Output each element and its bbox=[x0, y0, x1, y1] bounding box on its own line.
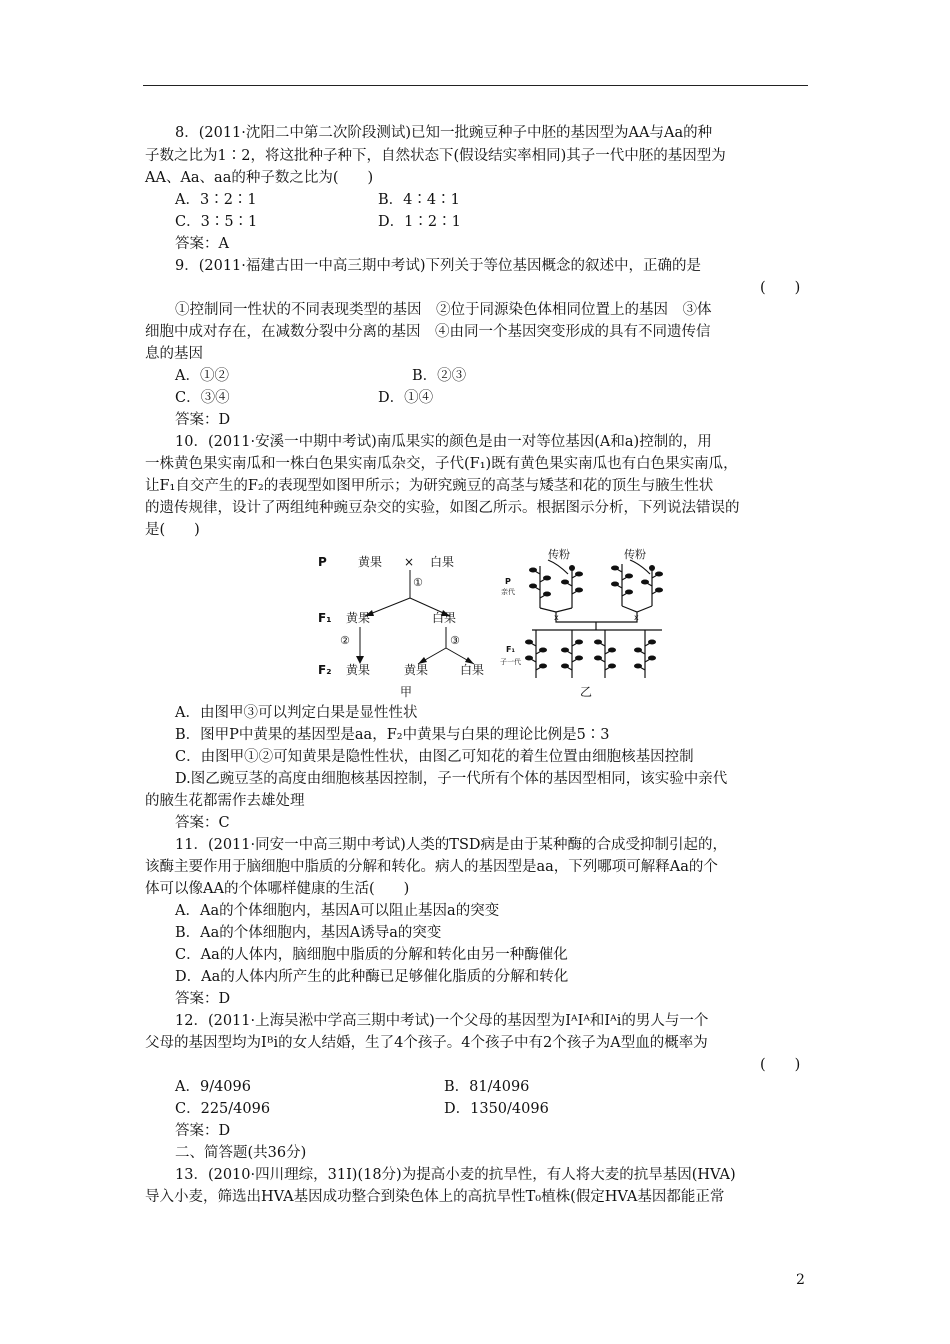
q10-figure bbox=[300, 540, 680, 700]
fig-b-child-plants bbox=[529, 638, 652, 678]
fig-a-f1-yellow: 黄果 bbox=[346, 611, 371, 625]
q12-paren: ( ) bbox=[760, 1057, 801, 1073]
fig-b-parent-leaves bbox=[529, 565, 663, 597]
q13-line2: 导入小麦，筛选出HVA基因成功整合到染色体上的高抗旱性T₀植株(假定HVA基因都能正常 bbox=[145, 1189, 725, 1205]
fig-a-f2-yellow-2: 黄果 bbox=[404, 663, 429, 677]
q9-answer: 答案：D bbox=[175, 412, 231, 428]
q10-line2: 一株黄色果实南瓜和一株白色果实南瓜杂交，子代(F₁)既有黄色果实南瓜也有白色果实南瓜， bbox=[145, 456, 738, 472]
q11-option-d: D．Aa的人体内所产生的此种酶已足够催化脂质的分解和转化 bbox=[175, 969, 569, 985]
q11-option-b: B．Aa的个体细胞内，基因A诱导a的突变 bbox=[175, 925, 442, 941]
section-heading: 二、简答题(共36分) bbox=[175, 1145, 307, 1161]
q8-option-b: B．4∶4∶1 bbox=[378, 192, 460, 208]
q8-line3: AA、Aa、aa的种子数之比为( ) bbox=[145, 170, 374, 186]
q13-line1: 13．(2010·四川理综，31Ⅰ)(18分)为提高小麦的抗旱性，有人将大麦的抗旱基因(HVA) bbox=[175, 1167, 736, 1183]
fig-a-mark-2: ② bbox=[340, 634, 350, 647]
fig-b-parent-plants bbox=[532, 560, 662, 638]
q12-option-c: C．225/4096 bbox=[175, 1101, 271, 1117]
q12-line2: 父母的基因型均为Iᴮi的女人结婚，生了4个孩子。4个孩子中有2个孩子为A型血的概率为 bbox=[145, 1035, 708, 1051]
fig-a-f2-label: F₂ bbox=[318, 663, 332, 677]
q9-line3: 细胞中成对存在，在减数分裂中分离的基因 ④由同一个基因突变形成的具有不同遗传信 bbox=[145, 324, 711, 340]
fig-b-child-leaves bbox=[525, 640, 656, 669]
q10-line3: 让F₁自交产生的F₂的表现型如图甲所示；为研究豌豆的高茎与矮茎和花的顶生与腋生性状 bbox=[145, 478, 714, 494]
fig-a-p-label: P bbox=[318, 555, 327, 569]
fig-a-p-white: 白果 bbox=[430, 555, 455, 569]
fig-b-cross-1: x bbox=[554, 613, 559, 622]
q11-line1: 11．(2011·同安一中高三期中考试)人类的TSD病是由于某种酶的合成受抑制引起的， bbox=[175, 837, 728, 853]
fig-b-pollen-2: 传粉 bbox=[624, 548, 646, 561]
fig-a-f2-yellow-1: 黄果 bbox=[346, 663, 371, 677]
q10-option-d-line2: 的腋生花都需作去雄处理 bbox=[145, 793, 305, 809]
q12-option-b: B．81/4096 bbox=[444, 1079, 530, 1095]
q12-option-d: D．1350/4096 bbox=[444, 1101, 549, 1117]
q8-line1: 8．(2011·沈阳二中第二次阶段测试)已知一批豌豆种子中胚的基因型为AA与Aa的种 bbox=[175, 125, 713, 141]
page-number: 2 bbox=[796, 1272, 805, 1288]
q10-line4: 的遗传规律，设计了两组纯种豌豆杂交的实验，如图乙所示。根据图示分析，下列说法错误的 bbox=[145, 500, 740, 516]
q10-line1: 10．(2011·安溪一中期中考试)南瓜果实的颜色是由一对等位基因(A和a)控制的，用 bbox=[175, 434, 712, 450]
q9-line4: 息的基因 bbox=[145, 346, 203, 362]
q8-option-a: A．3∶2∶1 bbox=[175, 192, 257, 208]
fig-a-f2-white: 白果 bbox=[460, 663, 485, 677]
fig-a-f1-label: F₁ bbox=[318, 611, 332, 625]
fig-b-caption: 乙 bbox=[580, 685, 593, 699]
q10-answer: 答案：C bbox=[175, 815, 230, 831]
q10-option-a: A．由图甲③可以判定白果是显性性状 bbox=[175, 705, 418, 721]
q10-line5: 是( ) bbox=[145, 522, 200, 538]
fig-a-mark-1: ① bbox=[413, 576, 423, 589]
fig-b-child-label: 子一代 bbox=[500, 658, 521, 666]
q9-line2: ①控制同一性状的不同表现类型的基因 ②位于同源染色体相同位置上的基因 ③体 bbox=[175, 302, 712, 318]
q10-option-d-line1: D.图乙豌豆茎的高度由细胞核基因控制，子一代所有个体的基因型相同，该实验中亲代 bbox=[175, 771, 728, 787]
fig-b-pollen-1: 传粉 bbox=[548, 548, 570, 561]
q11-option-c: C．Aa的人体内，脑细胞中脂质的分解和转化由另一种酶催化 bbox=[175, 947, 568, 963]
q8-line2: 子数之比为1∶2，将这批种子种下，自然状态下(假设结实率相同)其子一代中胚的基因型为 bbox=[145, 148, 726, 164]
fig-b-f1-label: F₁ bbox=[506, 645, 515, 654]
fig-b-cross-2: x bbox=[634, 613, 639, 622]
fig-a-p-yellow: 黄果 bbox=[358, 555, 383, 569]
q8-answer: 答案：A bbox=[175, 236, 229, 252]
q9-option-d: D．①④ bbox=[378, 390, 434, 406]
q9-option-c: C．③④ bbox=[175, 390, 230, 406]
q8-option-d: D．1∶2∶1 bbox=[378, 214, 461, 230]
q9-paren: ( ) bbox=[760, 280, 801, 296]
q11-answer: 答案：D bbox=[175, 991, 231, 1007]
q11-line2: 该酶主要作用于脑细胞中脂质的分解和转化。病人的基因型是aa，下列哪项可解释Aa的个 bbox=[145, 859, 718, 875]
q11-line3: 体可以像AA的个体哪样健康的生活( ) bbox=[145, 881, 410, 897]
q10-option-b: B．图甲P中黄果的基因型是aa，F₂中黄果与白果的理论比例是5∶3 bbox=[175, 727, 610, 743]
fig-b-parent-label: 亲代 bbox=[501, 588, 515, 596]
fig-a-mark-3: ③ bbox=[450, 634, 460, 647]
q10-option-c: C．由图甲①②可知黄果是隐性性状，由图乙可知花的着生位置由细胞核基因控制 bbox=[175, 749, 694, 765]
fig-a-f1-white: 白果 bbox=[432, 611, 457, 625]
fig-a-cross: × bbox=[404, 555, 415, 569]
q12-option-a: A．9/4096 bbox=[175, 1079, 251, 1095]
q11-option-a: A．Aa的个体细胞内，基因A可以阻止基因a的突变 bbox=[175, 903, 500, 919]
fig-b-p-label: P bbox=[505, 577, 511, 586]
fig-a-caption: 甲 bbox=[400, 685, 413, 699]
q12-answer: 答案：D bbox=[175, 1123, 231, 1139]
q9-line1: 9．(2011·福建古田一中高三期中考试)下列关于等位基因概念的叙述中，正确的是 bbox=[175, 258, 702, 274]
q9-option-b: B．②③ bbox=[412, 368, 467, 384]
q12-line1: 12．(2011·上海吴淞中学高三期中考试)一个父母的基因型为IᴬIᴬ和Iᴬi的男人与一个 bbox=[175, 1013, 709, 1029]
q9-option-a: A．①② bbox=[175, 368, 229, 384]
header-rule bbox=[143, 85, 808, 86]
q8-option-c: C．3∶5∶1 bbox=[175, 214, 258, 230]
